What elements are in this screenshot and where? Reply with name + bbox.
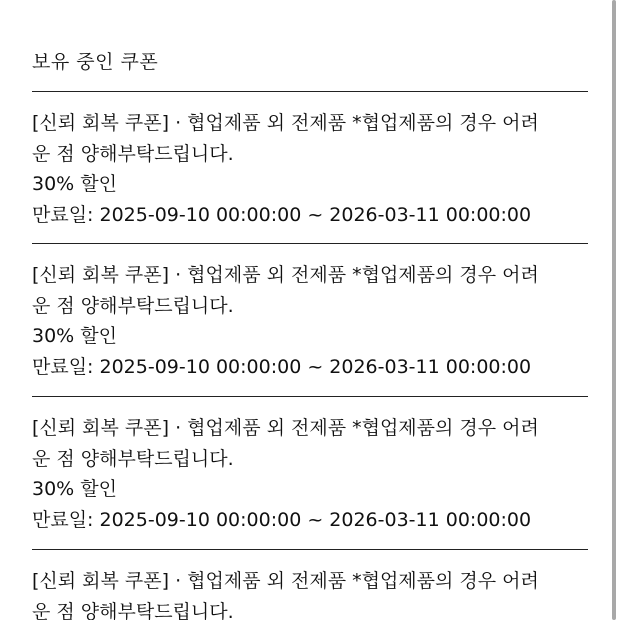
coupon-item[interactable] [32,108,588,230]
coupon-title: [신뢰 회복 쿠폰] · 협업제품 외 전제품 *협업제품의 경우 어려 [32,112,539,134]
coupon-title-continued: 운 점 양해부탁드립니다. [32,447,234,470]
section-title: 보유 중인 쿠폰 [32,51,159,73]
coupon-expiry: 만료일: 2025-09-10 00:00:00 ~ 2026-03-11 00:00:00 [32,355,532,378]
divider [32,243,588,244]
scrollbar-thumb[interactable] [612,0,616,620]
coupon-expiry: 만료일: 2025-09-10 00:00:00 ~ 2026-03-11 00:00:00 [32,203,532,226]
coupon-item[interactable] [32,260,588,382]
coupon-title-continued: 운 점 양해부탁드립니다. [32,142,234,165]
divider [32,549,588,550]
divider [32,91,588,92]
coupon-title-continued: 운 점 양해부탁드립니다. [32,600,234,620]
divider [32,396,588,397]
coupon-expiry: 만료일: 2025-09-10 00:00:00 ~ 2026-03-11 00:00:00 [32,508,532,531]
coupon-title: [신뢰 회복 쿠폰] · 협업제품 외 전제품 *협업제품의 경우 어려 [32,417,539,439]
coupon-discount: 30% 할인 [32,478,117,500]
coupon-item[interactable] [32,413,588,535]
coupon-discount: 30% 할인 [32,173,117,195]
coupon-title: [신뢰 회복 쿠폰] · 협업제품 외 전제품 *협업제품의 경우 어려 [32,570,539,592]
coupon-title: [신뢰 회복 쿠폰] · 협업제품 외 전제품 *협업제품의 경우 어려 [32,264,539,286]
coupon-title-continued: 운 점 양해부탁드립니다. [32,294,234,317]
coupon-discount: 30% 할인 [32,325,117,347]
coupon-item[interactable] [32,566,588,620]
